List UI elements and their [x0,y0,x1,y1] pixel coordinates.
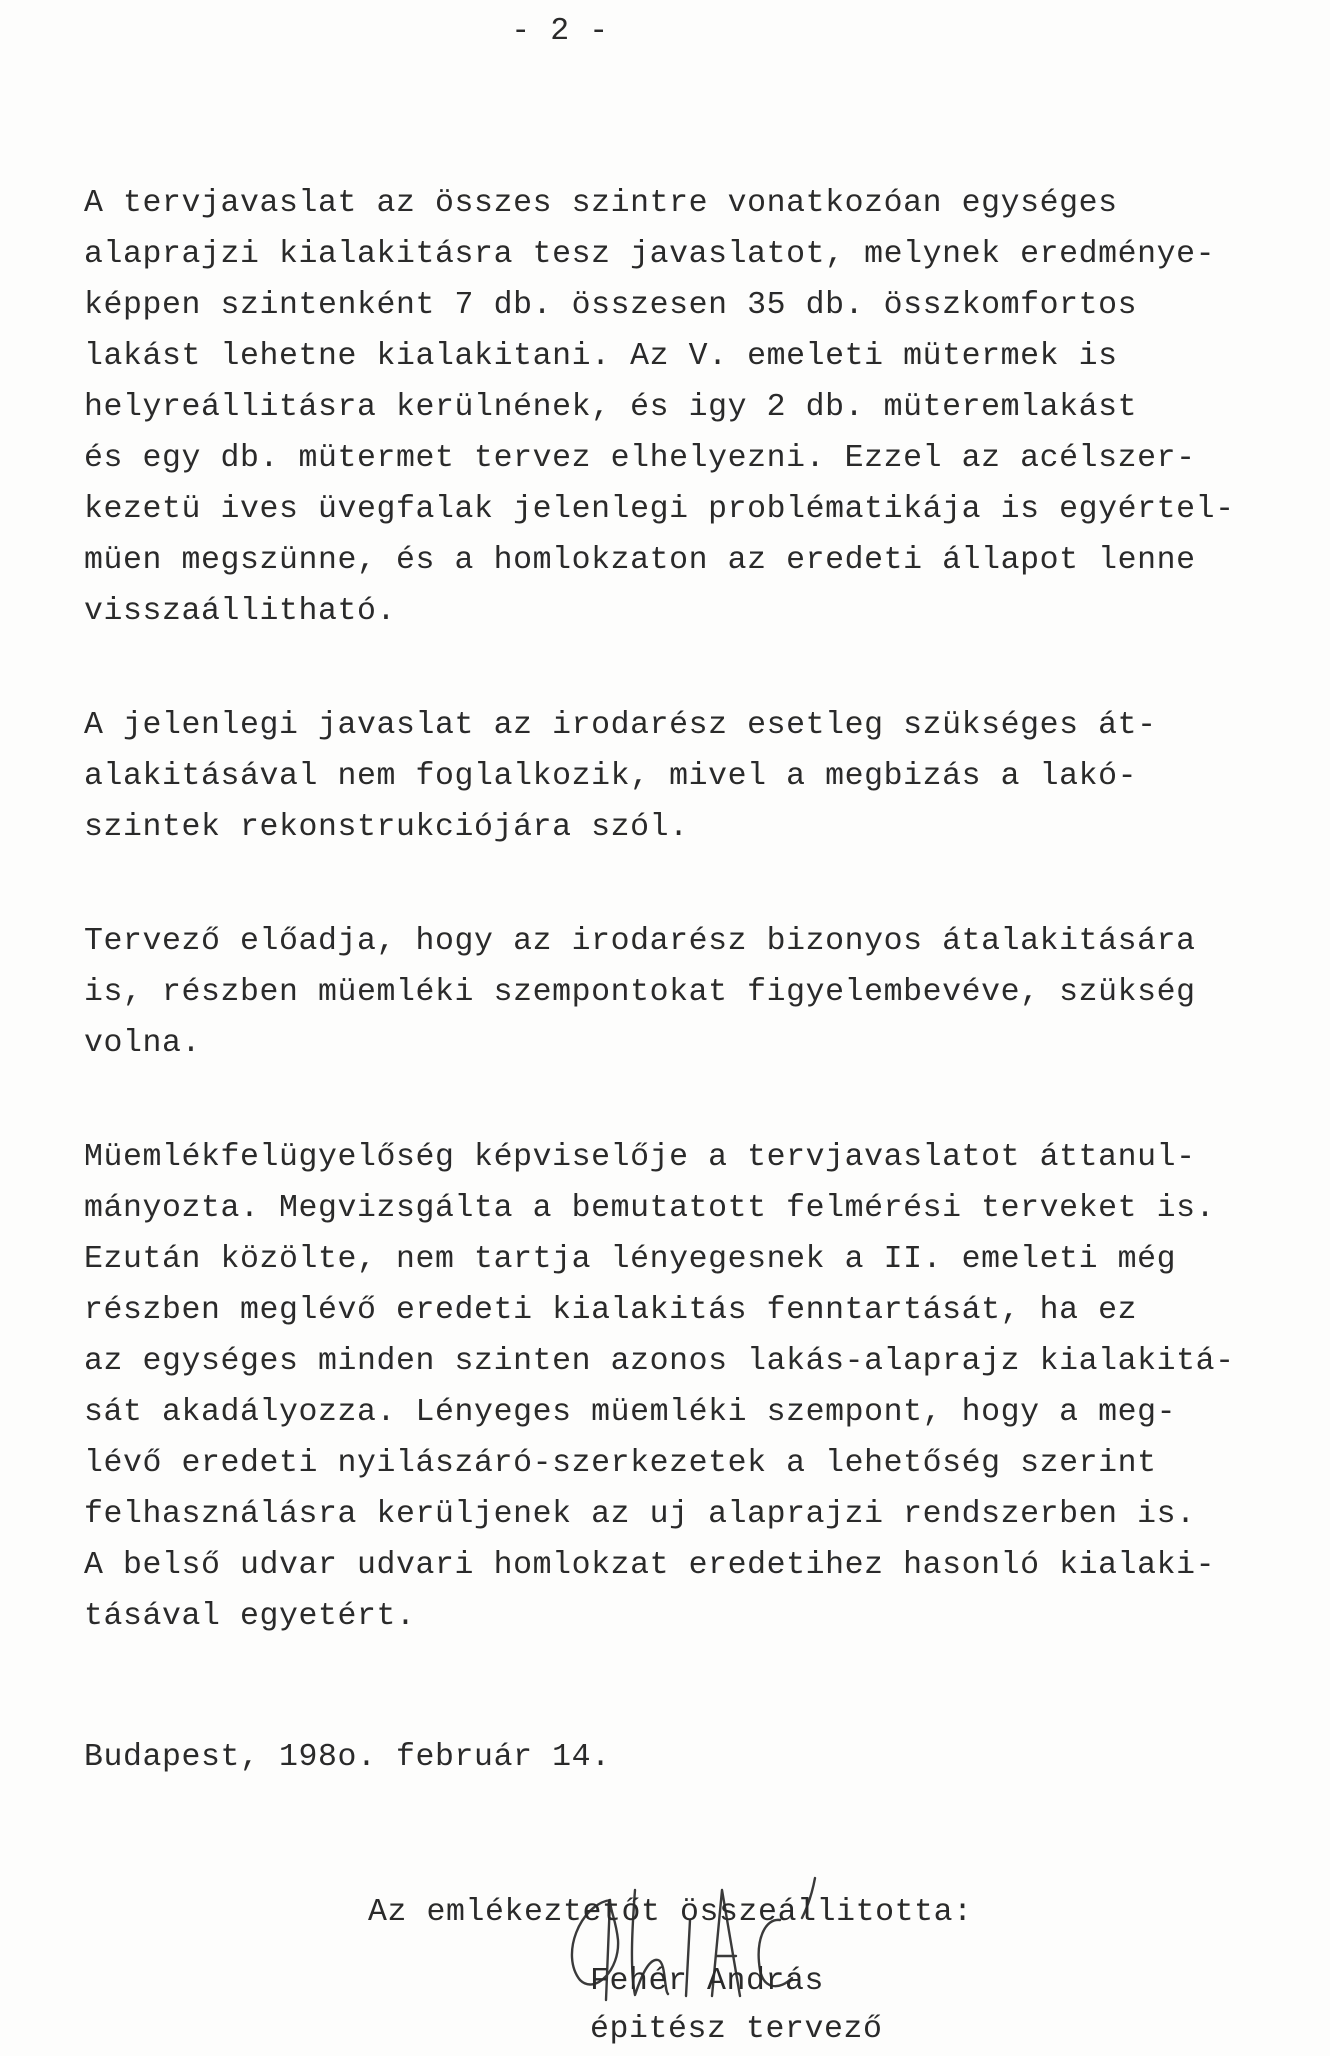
document-body [84,178,1314,1705]
text-line: visszaállitható. [84,594,397,629]
text-line: alaprajzi kialakitásra tesz javaslatot, melynek eredménye- [84,237,1216,272]
text-line: A tervjavaslat az összes szintre vonatkozóan egységes [84,186,1118,221]
paragraph-designer [84,916,1314,1069]
paragraph-proposal [84,178,1314,637]
text-line: Tervező előadja, hogy az irodarész bizonyos átalakitására [84,924,1196,959]
paragraph-monument-authority [84,1132,1314,1642]
text-line: Müemlékfelügyelőség képviselője a tervjavaslatot áttanul- [84,1140,1196,1175]
text-line: müen megszünne, és a homlokzaton az eredeti állapot lenne [84,543,1196,578]
text-line: képpen szintenként 7 db. összesen 35 db. összkomfortos [84,288,1138,323]
place-date-text: Budapest, 198o. február 14. [84,1740,611,1775]
text-line: lévő eredeti nyilászáró-szerkezetek a lehetőség szerint [84,1446,1157,1481]
text-line: helyreállitásra kerülnének, és igy 2 db. müteremlakást [84,390,1138,425]
text-line: az egységes minden szinten azonos lakás-alaprajz kialakitá- [84,1344,1235,1379]
text-line: volna. [84,1026,202,1061]
text-line: felhasználásra kerüljenek az uj alaprajzi rendszerben is. [84,1497,1196,1532]
text-line: Ezután közölte, nem tartja lényegesnek a II. emeleti még [84,1242,1177,1277]
text-line: tásával egyetért. [84,1599,416,1634]
paragraph-office-part [84,700,1314,853]
text-line: A belső udvar udvari homlokzat eredetihez hasonló kialaki- [84,1548,1216,1583]
compiled-by-label: Az emlékeztetőt összeállitotta: [368,1895,973,1930]
place-date [84,1732,611,1783]
text-line: és egy db. mütermet tervez elhelyezni. Ezzel az acélszer- [84,441,1196,476]
author-name: Fehér András [590,1964,825,1999]
text-line: lakást lehetne kialakitani. Az V. emeleti mütermek is [84,339,1118,374]
text-line: kezetü ives üvegfalak jelenlegi problématikája is egyértel- [84,492,1235,527]
text-line: szintek rekonstrukciójára szól. [84,810,689,845]
text-line: A jelenlegi javaslat az irodarész esetleg szükséges át- [84,708,1157,743]
text-line: mányozta. Megvizsgálta a bemutatott felmérési terveket is. [84,1191,1216,1226]
page-number: - 2 - [511,14,609,49]
author-title: épitész tervező [590,2012,883,2047]
text-line: sát akadályozza. Lényeges müemléki szempont, hogy a meg- [84,1395,1177,1430]
text-line: alakitásával nem foglalkozik, mivel a megbizás a lakó- [84,759,1138,794]
text-line: is, részben müemléki szempontokat figyelembevéve, szükség [84,975,1196,1010]
author-block [590,1958,883,2054]
text-line: részben meglévő eredeti kialakitás fenntartását, ha ez [84,1293,1138,1328]
